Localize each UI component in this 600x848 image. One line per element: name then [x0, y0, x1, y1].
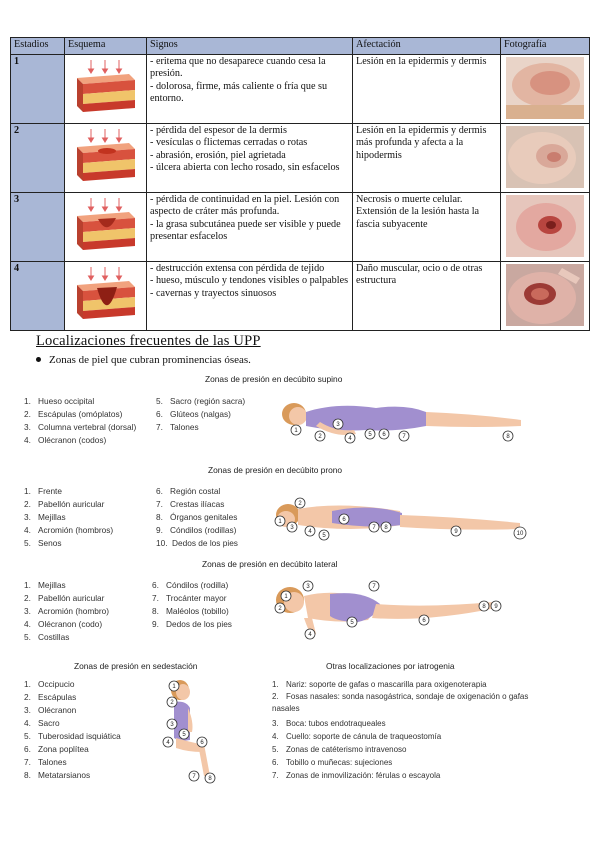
list-item: 10. Dedos de los pies	[156, 538, 238, 548]
list-item: 1. Occipucio	[24, 679, 75, 689]
svg-text:8: 8	[208, 776, 212, 782]
list-item: 5. Costillas	[24, 632, 70, 642]
signs-cell	[147, 124, 353, 193]
list-item: 3. Boca: tubos endotraqueales	[272, 719, 386, 728]
sign-text: - úlcera abierta con lecho rosado, sin esfacelos	[150, 162, 340, 174]
svg-text:8: 8	[506, 434, 510, 440]
list-item: 1. Frente	[24, 486, 62, 496]
list-item: 7. Talones	[24, 757, 67, 767]
sign-text: - hueso, músculo y tendones visibles o palpables	[150, 275, 349, 287]
affect-cell: Necrosis o muerte celular. Extensión de la lesión hasta la fascia subyacente	[353, 193, 501, 262]
signs-cell	[147, 55, 353, 124]
prono-list-1	[24, 485, 113, 550]
sign-text: - eritema que no desaparece cuando cesa la presión.	[150, 56, 326, 80]
svg-text:6: 6	[382, 432, 386, 438]
svg-text:1: 1	[284, 594, 288, 600]
skin-layers-diagram-stage-2	[73, 127, 139, 183]
svg-text:7: 7	[402, 434, 406, 440]
affect-cell: Daño muscular, ocio o de otras estructura	[353, 262, 501, 331]
list-item: 2. Escápulas (omóplatos)	[24, 409, 123, 419]
svg-text:4: 4	[308, 632, 312, 638]
table-row	[11, 193, 590, 262]
list-item: 4. Acromión (hombros)	[24, 525, 114, 535]
lateral-body-figure	[268, 578, 508, 640]
ulcer-photo-stage-2	[506, 126, 584, 188]
stage-number: 3	[11, 193, 65, 262]
list-item: 4. Olécranon (codos)	[24, 435, 107, 445]
svg-text:6: 6	[342, 517, 346, 523]
list-item: 5. Tuberosidad isquiática	[24, 731, 121, 741]
svg-text:4: 4	[308, 529, 312, 535]
bullet-text: Zonas de piel que cubran prominencias óseas.	[49, 354, 251, 366]
prono-title: Zonas de presión en decúbito prono	[208, 465, 343, 475]
affect-cell: Lesión en la epidermis y dermis más profunda y afecta a la hipodermis	[353, 124, 501, 193]
supino-list-1	[24, 395, 136, 447]
lateral-list-2	[152, 579, 232, 631]
header-fotografia: Fotografía	[501, 38, 590, 55]
stages-table	[10, 37, 590, 331]
list-item: 8. Maléolos (tobillo)	[152, 606, 229, 616]
stage-number: 4	[11, 262, 65, 331]
list-item: 9. Dedos de los pies	[152, 619, 232, 629]
svg-text:3: 3	[306, 584, 310, 590]
list-item: 3. Columna vertebral (dorsal)	[24, 422, 137, 432]
prono-list-2	[156, 485, 238, 550]
bullet-icon	[36, 357, 41, 362]
supino-title: Zonas de presión en decúbito supino	[205, 374, 343, 384]
table-row	[11, 262, 590, 331]
svg-text:10: 10	[516, 531, 524, 537]
section-bullet	[36, 354, 251, 366]
svg-text:1: 1	[278, 519, 282, 525]
table-header-row	[11, 38, 590, 55]
schema-cell	[65, 193, 147, 262]
list-item: 1. Hueso occipital	[24, 396, 95, 406]
svg-text:8: 8	[482, 604, 486, 610]
stage-number: 1	[11, 55, 65, 124]
seated-body-figure	[160, 678, 222, 786]
stage-number: 2	[11, 124, 65, 193]
list-item: 4. Olécranon (codo)	[24, 619, 103, 629]
svg-text:7: 7	[372, 584, 376, 590]
list-item: 5. Senos	[24, 538, 62, 548]
ulcer-photo-stage-3	[506, 195, 584, 257]
svg-text:7: 7	[372, 525, 376, 531]
svg-text:4: 4	[348, 436, 352, 442]
list-item: 8. Metatarsianos	[24, 770, 91, 780]
svg-text:3: 3	[170, 722, 174, 728]
list-item: 5. Zonas de catéterismo intravenoso	[272, 745, 407, 754]
svg-text:8: 8	[384, 525, 388, 531]
photo-cell	[501, 124, 590, 193]
table-row	[11, 124, 590, 193]
header-esquema: Esquema	[65, 38, 147, 55]
lateral-title: Zonas de presión en decúbito lateral	[202, 559, 338, 569]
svg-text:2: 2	[170, 700, 174, 706]
svg-text:5: 5	[368, 432, 372, 438]
signs-cell	[147, 262, 353, 331]
sign-text: - pérdida de continuidad en la piel. Lesión con aspecto de cráter más profunda.	[150, 194, 340, 218]
list-item: 6. Región costal	[156, 486, 221, 496]
lateral-list-1	[24, 579, 109, 644]
header-afectacion: Afectación	[353, 38, 501, 55]
photo-cell	[501, 55, 590, 124]
list-item: 7. Crestas ilíacas	[156, 499, 225, 509]
sign-text: - vesículas o flictemas cerradas o rotas	[150, 137, 308, 149]
list-item: 4. Cuello: soporte de cánula de traqueostomía	[272, 732, 442, 741]
section-title: Localizaciones frecuentes de las UPP	[36, 333, 261, 349]
list-item: 7. Zonas de inmovilización: férulas o escayola	[272, 771, 441, 780]
sign-text: - pérdida del espesor de la dermis	[150, 125, 287, 136]
svg-text:3: 3	[336, 422, 340, 428]
supino-list-2	[156, 395, 245, 434]
schema-cell	[65, 124, 147, 193]
svg-text:6: 6	[200, 740, 204, 746]
list-item: 8. Órganos genitales	[156, 512, 238, 522]
svg-text:6: 6	[422, 618, 426, 624]
list-item: 2. Pabellón auricular	[24, 593, 105, 603]
svg-text:5: 5	[182, 732, 186, 738]
list-item: 1. Mejillas	[24, 580, 66, 590]
list-item: 6. Cóndilos (rodilla)	[152, 580, 229, 590]
sign-text: - abrasión, erosión, piel agrietada	[150, 149, 286, 161]
sedestacion-list	[24, 678, 121, 782]
list-item: 3. Olécranon	[24, 705, 77, 715]
header-signos: Signos	[147, 38, 353, 55]
svg-text:3: 3	[290, 525, 294, 531]
ulcer-photo-stage-4	[506, 264, 584, 326]
iatrogenia-title: Otras localizaciones por iatrogenia	[326, 661, 455, 671]
schema-cell	[65, 55, 147, 124]
sign-text: - la grasa subcutánea puede ser visible y puede presentar esfacelos	[150, 218, 341, 243]
list-item: 6. Glúteos (nalgas)	[156, 409, 231, 419]
svg-text:2: 2	[278, 606, 282, 612]
schema-cell	[65, 262, 147, 331]
svg-text:1: 1	[172, 684, 176, 690]
affect-cell: Lesión en la epidermis y dermis	[353, 55, 501, 124]
svg-text:2: 2	[298, 501, 302, 507]
list-item: 3. Acromión (hombro)	[24, 606, 110, 616]
prone-body-figure	[270, 493, 532, 543]
svg-text:5: 5	[322, 533, 326, 539]
list-item: 2. Pabellón auricular	[24, 499, 105, 509]
header-estadios: Estadios	[11, 38, 65, 55]
svg-text:4: 4	[166, 740, 170, 746]
photo-cell	[501, 193, 590, 262]
list-item: 3. Mejillas	[24, 512, 66, 522]
svg-text:2: 2	[318, 434, 322, 440]
list-item: 7. Trocánter mayor	[152, 593, 227, 603]
list-item: 6. Tobillo o muñecas: sujeciones	[272, 758, 393, 767]
svg-text:7: 7	[192, 774, 196, 780]
svg-text:9: 9	[494, 604, 498, 610]
table-row	[11, 55, 590, 124]
list-item: 9. Cóndilos (rodillas)	[156, 525, 237, 535]
list-item: 7. Talones	[156, 422, 199, 432]
list-item: 4. Sacro	[24, 718, 60, 728]
list-item: 5. Sacro (región sacra)	[156, 396, 246, 406]
skin-layers-diagram-stage-1	[73, 58, 139, 114]
list-item: 6. Zona poplítea	[24, 744, 89, 754]
iatrogenia-list	[272, 678, 532, 782]
svg-text:5: 5	[350, 620, 354, 626]
ulcer-photo-stage-1	[506, 57, 584, 119]
svg-text:1: 1	[294, 428, 298, 434]
sedestacion-title: Zonas de presión en sedestación	[74, 661, 198, 671]
list-item: 2. Escápulas	[24, 692, 77, 702]
sign-text: - dolorosa, firme, más caliente o fría que su entorno.	[150, 80, 328, 105]
sign-text: - destrucción extensa con pérdida de tejido	[150, 263, 325, 274]
signs-cell	[147, 193, 353, 262]
skin-layers-diagram-stage-3	[73, 196, 139, 252]
supine-body-figure	[276, 392, 532, 450]
photo-cell	[501, 262, 590, 331]
list-item: 1. Nariz: soporte de gafas o mascarilla para oxigenoterapia	[272, 680, 487, 689]
skin-layers-diagram-stage-4	[73, 265, 139, 321]
sign-text: - cavernas y trayectos sinuosos	[150, 287, 277, 299]
svg-text:9: 9	[454, 529, 458, 535]
list-item: 2. Fosas nasales: sonda nasogástrica, sondaje de oxigenación o gafas nasales	[272, 692, 529, 713]
